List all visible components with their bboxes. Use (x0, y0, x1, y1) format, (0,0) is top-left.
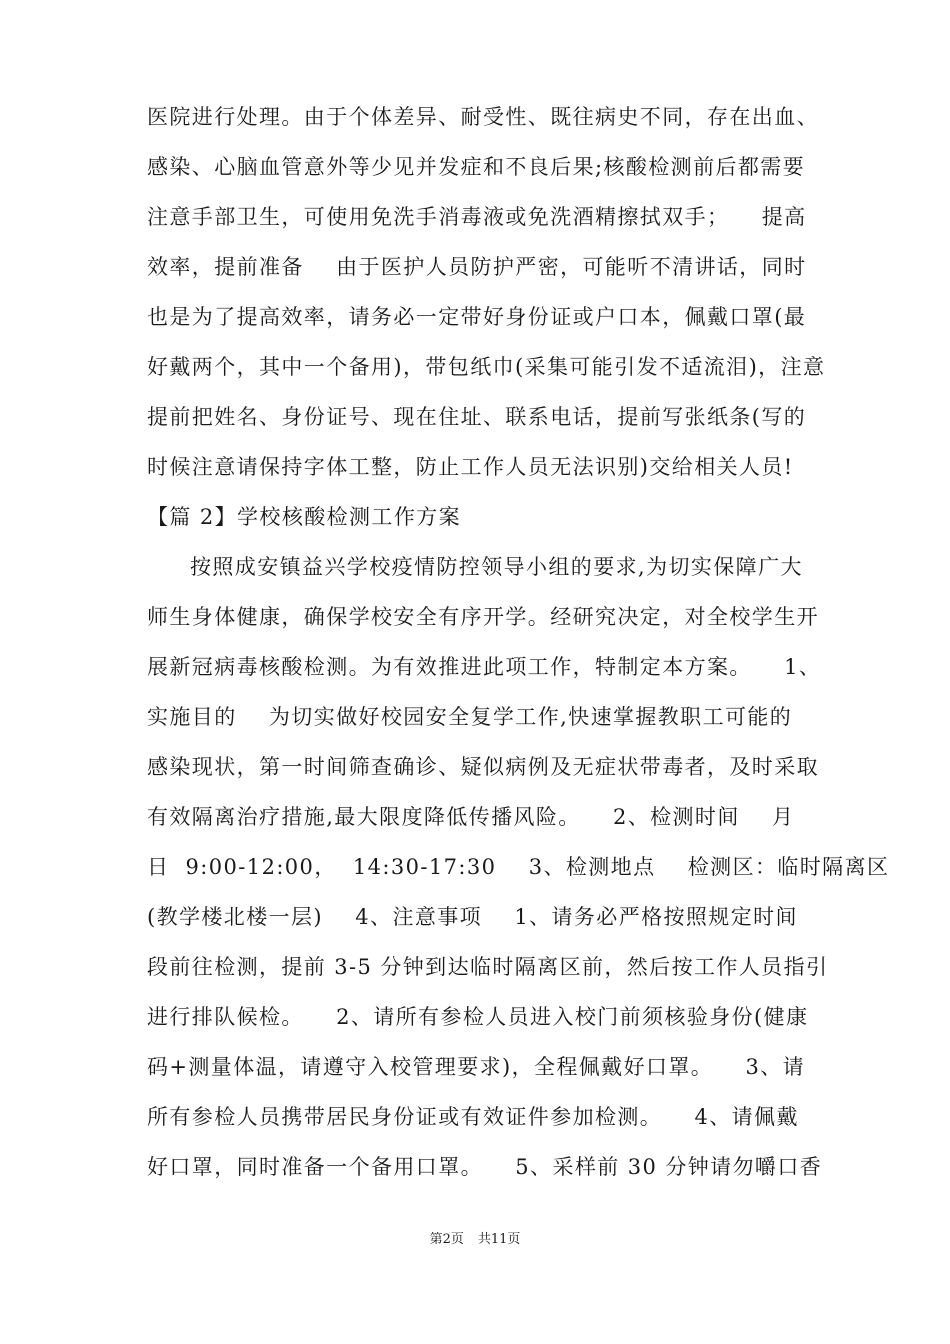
body-text-line: 展新冠病毒核酸检测。为有效推进此项工作，特制定本方案。 1、 (147, 655, 822, 679)
page-footer (0, 1232, 950, 1248)
body-text-line: 所有参检人员携带居民身份证或有效证件参加检测。 4、请佩戴 (147, 1105, 799, 1129)
body-text-line: 师生身体健康，确保学校安全有序开学。经研究决定，对全校学生开 (147, 605, 819, 629)
body-text-line: 医院进行处理。由于个体差异、耐受性、既往病史不同，存在出血、 (147, 105, 819, 129)
body-text-line: 效率，提前准备 由于医护人员防护严密，可能听不清讲话，同时 (147, 255, 807, 279)
body-text-line: 时候注意请保持字体工整，防止工作人员无法识别)交给相关人员! (147, 455, 794, 479)
body-text-line: (教学楼北楼一层) 4、注意事项 1、请务必严格按照规定时间 (147, 905, 798, 929)
page-number: 第2页 (429, 1232, 464, 1247)
body-text-line: 也是为了提高效率，请务必一定带好身份证或户口本，佩戴口罩(最 (147, 305, 807, 329)
body-text-line: 感染、心脑血管意外等少见并发症和不良后果;核酸检测前后都需要 (147, 155, 806, 179)
body-text-line: 按照成安镇益兴学校疫情防控领导小组的要求,为切实保障广大 (190, 555, 803, 579)
body-text-line: 有效隔离治疗措施,最大限度降低传播风险。 2、检测时间 月 (147, 805, 795, 829)
page-total: 共11页 (477, 1232, 521, 1247)
body-text-line: 感染现状，第一时间筛查确诊、疑似病例及无症状带毒者，及时采取 (147, 755, 819, 779)
body-text-line: 提前把姓名、身份证号、现在住址、联系电话，提前写张纸条(写的 (147, 405, 807, 429)
body-text-line: 日 9:00-12:00， 14:30-17:30 3、检测地点 检测区：临时隔离区 (147, 855, 890, 879)
body-text-line: 码+测量体温，请遵守入校管理要求)，全程佩戴好口罩。 3、请 (147, 1055, 806, 1079)
body-text-line: 注意手部卫生，可使用免洗手消毒液或免洗酒精擦拭双手； 提高 (147, 205, 807, 229)
section-heading: 【篇 2】学校核酸检测工作方案 (147, 505, 462, 529)
body-text-line: 好口罩，同时准备一个备用口罩。 5、采样前 30 分钟请勿嚼口香 (147, 1155, 823, 1179)
body-text-line: 段前往检测，提前 3-5 分钟到达临时隔离区前，然后按工作人员指引 (147, 955, 829, 979)
body-text-line: 进行排队候检。 2、请所有参检人员进入校门前须核验身份(健康 (147, 1005, 809, 1029)
body-text-line: 好戴两个，其中一个备用)，带包纸巾(采集可能引发不适流泪)，注意 (147, 355, 826, 379)
body-text-line: 实施目的 为切实做好校园安全复学工作,快速掌握教职工可能的 (147, 705, 793, 729)
